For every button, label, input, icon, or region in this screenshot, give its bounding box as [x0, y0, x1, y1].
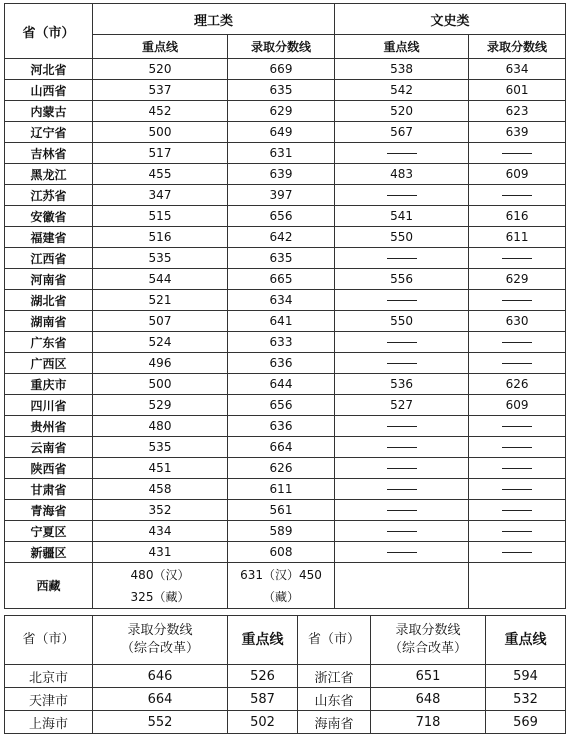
arts-admit-cell: 611: [469, 227, 566, 248]
arts-key-cell: 550: [335, 227, 469, 248]
dash-mark: [387, 531, 417, 532]
dash-mark: [387, 153, 417, 154]
arts-admit-cell: [469, 458, 566, 479]
science-admit-cell: 669: [228, 59, 335, 80]
arts-admit-cell: 626: [469, 374, 566, 395]
province-cell: 贵州省: [5, 416, 93, 437]
arts-admit-cell: [469, 185, 566, 206]
province-cell: 广西区: [5, 353, 93, 374]
dash-mark: [387, 363, 417, 364]
tibet-key-line2: 325（藏）: [130, 589, 190, 604]
arts-key-cell: [335, 563, 469, 609]
arts-admit-cell: [469, 500, 566, 521]
arts-key-cell: [335, 185, 469, 206]
science-admit-cell: 635: [228, 248, 335, 269]
key-cell-right: 569: [486, 711, 566, 734]
header-science-key-line: 重点线: [93, 35, 228, 59]
admit-cell-right: 648: [371, 688, 486, 711]
science-admit-cell: 397: [228, 185, 335, 206]
science-key-cell: 535: [93, 248, 228, 269]
header-science-admit-line: 录取分数线: [228, 35, 335, 59]
reform-table-row: [5, 665, 566, 688]
province-cell: 湖南省: [5, 311, 93, 332]
science-key-cell: [93, 563, 228, 609]
province-cell: 青海省: [5, 500, 93, 521]
arts-key-cell: [335, 458, 469, 479]
dash-mark: [502, 363, 532, 364]
arts-admit-cell: 601: [469, 80, 566, 101]
province-cell-right: 山东省: [298, 688, 371, 711]
table-row: [5, 269, 566, 290]
dash-mark: [502, 258, 532, 259]
dash-mark: [502, 447, 532, 448]
science-admit-cell: 656: [228, 395, 335, 416]
science-key-cell: 521: [93, 290, 228, 311]
science-key-cell: 352: [93, 500, 228, 521]
science-admit-cell: 626: [228, 458, 335, 479]
province-cell: 黑龙江: [5, 164, 93, 185]
table-row-tibet: [5, 563, 566, 609]
dash-mark: [502, 300, 532, 301]
table-row: [5, 206, 566, 227]
table-row: [5, 416, 566, 437]
province-cell: 陕西省: [5, 458, 93, 479]
science-key-cell: 535: [93, 437, 228, 458]
admit-cell-left: 646: [93, 665, 228, 688]
arts-key-cell: [335, 416, 469, 437]
province-cell: 广东省: [5, 332, 93, 353]
arts-key-cell: 520: [335, 101, 469, 122]
dash-mark: [502, 195, 532, 196]
science-key-cell: 520: [93, 59, 228, 80]
arts-admit-cell: [469, 563, 566, 609]
science-key-cell: 507: [93, 311, 228, 332]
science-admit-cell: 589: [228, 521, 335, 542]
science-key-cell: 458: [93, 479, 228, 500]
science-key-cell: 529: [93, 395, 228, 416]
table-row: [5, 101, 566, 122]
science-admit-cell: 664: [228, 437, 335, 458]
arts-admit-cell: 616: [469, 206, 566, 227]
province-cell-left: 上海市: [5, 711, 93, 734]
key-cell-left: 587: [228, 688, 298, 711]
header-science: 理工类: [93, 4, 335, 35]
arts-key-cell: [335, 542, 469, 563]
tibet-admit-line1: 631（汉）450: [240, 567, 322, 582]
table-row: [5, 164, 566, 185]
reform-header-key-left: 重点线: [228, 616, 298, 665]
score-table-reform: [4, 615, 566, 734]
arts-key-cell: [335, 500, 469, 521]
arts-key-cell: 550: [335, 311, 469, 332]
tibet-admit-line2: （藏）: [263, 589, 300, 604]
science-admit-cell: 636: [228, 353, 335, 374]
province-cell: 重庆市: [5, 374, 93, 395]
arts-key-cell: [335, 437, 469, 458]
dash-mark: [387, 447, 417, 448]
province-cell: 宁夏区: [5, 521, 93, 542]
reform-header-admit-left: [93, 616, 228, 665]
province-cell: 安徽省: [5, 206, 93, 227]
key-cell-right: 594: [486, 665, 566, 688]
arts-key-cell: [335, 143, 469, 164]
arts-admit-cell: 629: [469, 269, 566, 290]
province-cell: 河南省: [5, 269, 93, 290]
admit-cell-left: 664: [93, 688, 228, 711]
table-row: [5, 353, 566, 374]
province-cell: 新疆区: [5, 542, 93, 563]
science-admit-cell: 631: [228, 143, 335, 164]
admit-cell-right: 718: [371, 711, 486, 734]
science-key-cell: 524: [93, 332, 228, 353]
arts-admit-cell: [469, 416, 566, 437]
reform-header-admit-right-line1: 录取分数线: [395, 623, 461, 638]
arts-admit-cell: [469, 332, 566, 353]
arts-admit-cell: 630: [469, 311, 566, 332]
arts-admit-cell: [469, 353, 566, 374]
arts-key-cell: 538: [335, 59, 469, 80]
arts-key-cell: 527: [335, 395, 469, 416]
header-arts-key-line: 重点线: [335, 35, 469, 59]
table-row: [5, 479, 566, 500]
score-table-main-body: [5, 4, 566, 609]
dash-mark: [387, 510, 417, 511]
province-cell: 云南省: [5, 437, 93, 458]
province-cell: 吉林省: [5, 143, 93, 164]
arts-key-cell: 541: [335, 206, 469, 227]
table-row: [5, 80, 566, 101]
science-key-cell: 516: [93, 227, 228, 248]
key-cell-right: 532: [486, 688, 566, 711]
header-arts: 文史类: [335, 4, 566, 35]
table-row: [5, 227, 566, 248]
arts-key-cell: 483: [335, 164, 469, 185]
dash-mark: [387, 300, 417, 301]
arts-key-cell: [335, 479, 469, 500]
dash-mark: [387, 552, 417, 553]
dash-mark: [502, 468, 532, 469]
province-cell: 江苏省: [5, 185, 93, 206]
arts-admit-cell: [469, 479, 566, 500]
science-key-cell: 517: [93, 143, 228, 164]
arts-admit-cell: [469, 290, 566, 311]
reform-header-province-right: 省（市）: [298, 616, 371, 665]
science-key-cell: 434: [93, 521, 228, 542]
arts-key-cell: [335, 290, 469, 311]
table-row: [5, 500, 566, 521]
science-key-cell: 480: [93, 416, 228, 437]
table-row: [5, 374, 566, 395]
science-admit-cell: [228, 563, 335, 609]
table-row: [5, 290, 566, 311]
table-row: [5, 521, 566, 542]
province-cell-right: 海南省: [298, 711, 371, 734]
science-key-cell: 347: [93, 185, 228, 206]
science-key-cell: 431: [93, 542, 228, 563]
science-key-cell: 537: [93, 80, 228, 101]
key-cell-left: 502: [228, 711, 298, 734]
header-row-top: [5, 4, 566, 35]
arts-admit-cell: [469, 542, 566, 563]
dash-mark: [387, 195, 417, 196]
dash-mark: [387, 489, 417, 490]
arts-key-cell: [335, 332, 469, 353]
science-admit-cell: 642: [228, 227, 335, 248]
science-key-cell: 496: [93, 353, 228, 374]
science-admit-cell: 633: [228, 332, 335, 353]
arts-key-cell: [335, 248, 469, 269]
table-row: [5, 143, 566, 164]
province-cell: 西藏: [5, 563, 93, 609]
reform-header-admit-right-line2: （综合改革）: [388, 641, 467, 656]
dash-mark: [502, 153, 532, 154]
science-admit-cell: 634: [228, 290, 335, 311]
science-admit-cell: 656: [228, 206, 335, 227]
science-admit-cell: 629: [228, 101, 335, 122]
science-admit-cell: 611: [228, 479, 335, 500]
dash-mark: [387, 468, 417, 469]
arts-key-cell: 567: [335, 122, 469, 143]
province-cell: 江西省: [5, 248, 93, 269]
science-admit-cell: 608: [228, 542, 335, 563]
reform-header-province-left: 省（市）: [5, 616, 93, 665]
dash-mark: [387, 258, 417, 259]
reform-header-admit-left-line2: （综合改革）: [120, 641, 199, 656]
science-key-cell: 455: [93, 164, 228, 185]
science-key-cell: 544: [93, 269, 228, 290]
province-cell-left: 天津市: [5, 688, 93, 711]
reform-header-key-right: 重点线: [486, 616, 566, 665]
header-arts-admit-line: 录取分数线: [469, 35, 566, 59]
dash-mark: [502, 489, 532, 490]
tibet-key-line1: 480（汉）: [130, 567, 190, 582]
province-cell: 内蒙古: [5, 101, 93, 122]
table-row: [5, 59, 566, 80]
arts-admit-cell: 639: [469, 122, 566, 143]
science-admit-cell: 665: [228, 269, 335, 290]
arts-key-cell: 556: [335, 269, 469, 290]
reform-table-row: [5, 711, 566, 734]
arts-key-cell: [335, 353, 469, 374]
science-admit-cell: 649: [228, 122, 335, 143]
arts-admit-cell: [469, 248, 566, 269]
reform-header-admit-left-line1: 录取分数线: [127, 623, 193, 638]
table-row: [5, 185, 566, 206]
score-table-reform-body: [5, 616, 566, 734]
header-province: 省（市）: [5, 4, 93, 59]
province-cell: 甘肃省: [5, 479, 93, 500]
province-cell: 四川省: [5, 395, 93, 416]
province-cell: 河北省: [5, 59, 93, 80]
science-admit-cell: 635: [228, 80, 335, 101]
admit-cell-right: 651: [371, 665, 486, 688]
table-row: [5, 542, 566, 563]
dash-mark: [502, 426, 532, 427]
science-admit-cell: 639: [228, 164, 335, 185]
science-admit-cell: 561: [228, 500, 335, 521]
dash-mark: [387, 342, 417, 343]
dash-mark: [502, 342, 532, 343]
arts-key-cell: [335, 521, 469, 542]
province-cell-right: 浙江省: [298, 665, 371, 688]
science-admit-cell: 644: [228, 374, 335, 395]
science-key-cell: 451: [93, 458, 228, 479]
province-cell: 湖北省: [5, 290, 93, 311]
arts-key-cell: 542: [335, 80, 469, 101]
arts-admit-cell: 609: [469, 395, 566, 416]
arts-key-cell: 536: [335, 374, 469, 395]
score-table-main: [4, 3, 566, 609]
science-key-cell: 452: [93, 101, 228, 122]
table-row: [5, 395, 566, 416]
province-cell-left: 北京市: [5, 665, 93, 688]
science-admit-cell: 641: [228, 311, 335, 332]
table-row: [5, 458, 566, 479]
arts-admit-cell: [469, 521, 566, 542]
arts-admit-cell: 623: [469, 101, 566, 122]
dash-mark: [502, 552, 532, 553]
reform-header-row: [5, 616, 566, 665]
dash-mark: [502, 531, 532, 532]
science-key-cell: 500: [93, 374, 228, 395]
admit-cell-left: 552: [93, 711, 228, 734]
dash-mark: [387, 426, 417, 427]
science-key-cell: 515: [93, 206, 228, 227]
arts-admit-cell: 609: [469, 164, 566, 185]
arts-admit-cell: [469, 143, 566, 164]
table-row: [5, 122, 566, 143]
arts-admit-cell: [469, 437, 566, 458]
dash-mark: [502, 510, 532, 511]
science-admit-cell: 636: [228, 416, 335, 437]
key-cell-left: 526: [228, 665, 298, 688]
table-row: [5, 248, 566, 269]
reform-header-admit-right: [371, 616, 486, 665]
reform-table-row: [5, 688, 566, 711]
science-key-cell: 500: [93, 122, 228, 143]
arts-admit-cell: 634: [469, 59, 566, 80]
province-cell: 山西省: [5, 80, 93, 101]
table-row: [5, 332, 566, 353]
table-row: [5, 311, 566, 332]
table-row: [5, 437, 566, 458]
province-cell: 辽宁省: [5, 122, 93, 143]
province-cell: 福建省: [5, 227, 93, 248]
